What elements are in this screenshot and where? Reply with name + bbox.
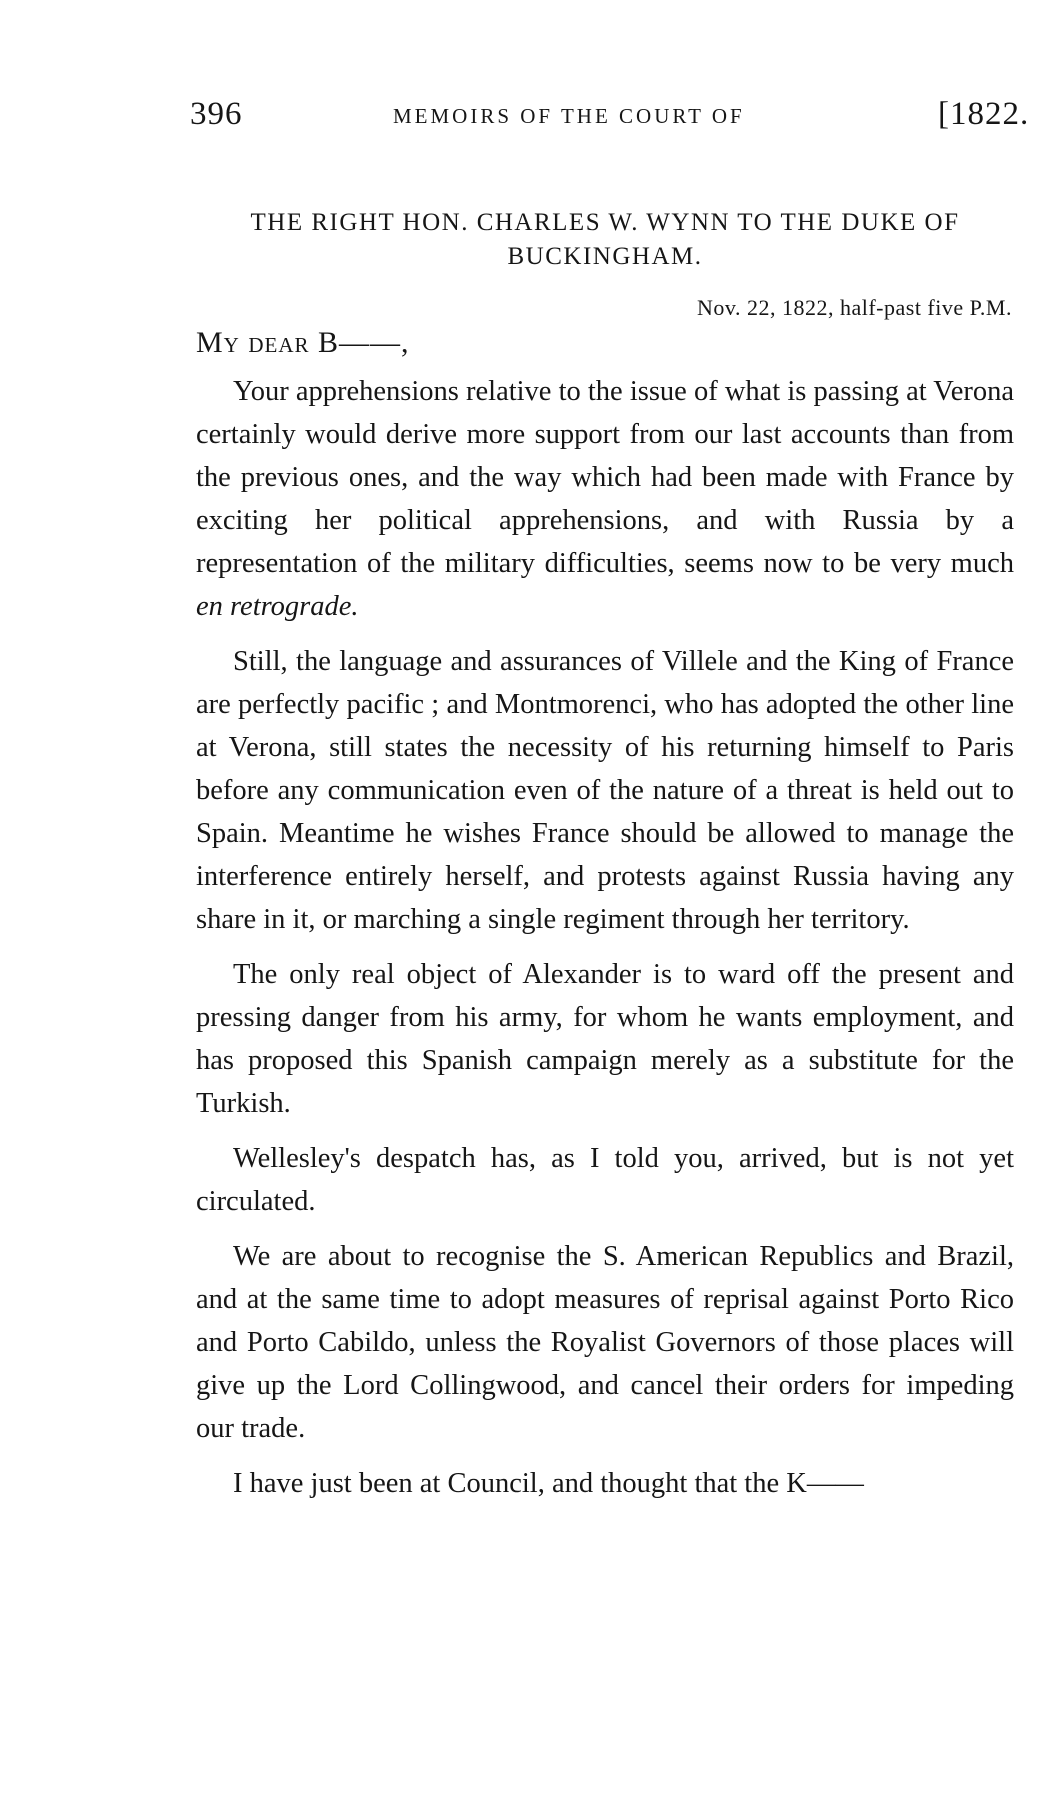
page-number: 396 [190, 96, 243, 132]
paragraph-5: We are about to recognise the S. American Republics and Brazil, and at the same time to adopt measures of reprisal against Porto Rico and Porto Cabildo, unless the Royalist Governors of those places will give up the Lord Collingwood, and cancel their orders for impeding our trade. [196, 1241, 1014, 1444]
running-year: [1822. [938, 96, 1030, 132]
letter-heading: THE RIGHT HON. CHARLES W. WYNN TO THE DUKE OF BUCKINGHAM. [250, 209, 960, 270]
paragraph-2: Still, the language and assurances of Villele and the King of France are perfectly pacific ; and Montmorenci, who has adopted the other line at Verona, still states the necessity of his returning himself to Paris before any communication even of the nature of a threat is held out to Spain. Meantime he wishes France should be allowed to manage the interference entirely herself, and protests against Russia having any share in it, or marching a single regiment through her territory. [196, 646, 1014, 935]
paragraph-italic-text: en retrograde. [196, 591, 359, 622]
paragraph-4: Wellesley's despatch has, as I told you, arrived, but is not yet circulated. [196, 1143, 1014, 1217]
letter-body [196, 370, 1014, 1517]
paragraph-text: Your apprehensions relative to the issue of what is passing at Verona certainly would derive more support from our last accounts than from the previous ones, and the way which had been made with France by exciting her political apprehensions, and with Russia by a representation of the military difficulties, seems now to be very much [196, 376, 1014, 579]
paragraph-6: I have just been at Council, and thought that the K—— [233, 1468, 864, 1499]
running-head [0, 96, 1050, 140]
running-title: MEMOIRS OF THE COURT OF [393, 104, 745, 128]
paragraph-1 [196, 370, 1014, 628]
letter-dateline: Nov. 22, 1822, half-past five P.M. [697, 295, 1012, 320]
paragraph-3: The only real object of Alexander is to ward off the present and pressing danger from his army, for whom he wants employment, and has proposed this Spanish campaign merely as a substitute for the Turkish. [196, 959, 1014, 1119]
letter-salutation: My dear B——, [196, 326, 410, 359]
